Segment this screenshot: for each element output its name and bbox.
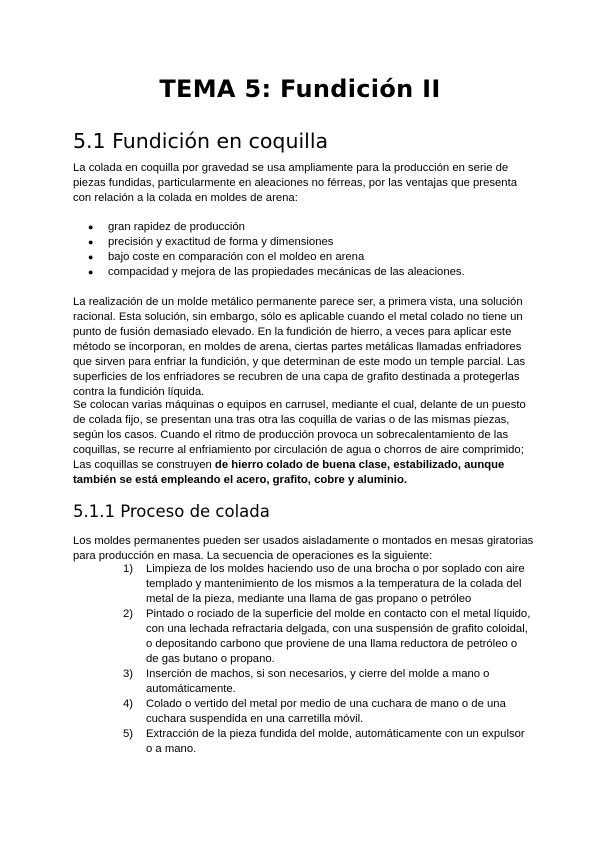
list-item: [88, 220, 528, 235]
step-item: [123, 667, 531, 697]
list-item: [88, 250, 528, 265]
list-item-text: bajo coste en comparación con el moldeo en arena: [108, 251, 365, 263]
step-text: Colado o vertido del metal por medio de una cuchara de mano o de una cuchara suspendida en una carretilla móvil.: [146, 698, 506, 725]
list-item: [88, 265, 528, 280]
page-title: TEMA 5: Fundición II: [159, 75, 441, 103]
list-item-text: precisión y exactitud de forma y dimensiones: [108, 236, 334, 248]
step-number: 3): [123, 668, 134, 680]
step-item: [123, 607, 531, 667]
process-steps-list: [123, 562, 531, 757]
step-text: Limpieza de los moldes haciendo uso de una brocha o por soplado con aire templado y mantenimiento de los mismos a la temperatura de la colada del metal de la pieza, mediante una llama de gas propano o petróleo: [146, 563, 525, 605]
step-text: Extracción de la pieza fundida del molde, automáticamente con un expulsor o a mano.: [146, 728, 525, 755]
step-number: 2): [123, 608, 134, 620]
subsection-intro-paragraph: Los moldes permanentes pueden ser usados aisladamente o montados en mesas giratorias para producción en masa. La secuencia de operaciones es la siguiente:: [73, 535, 534, 562]
carousel-paragraph: [73, 398, 535, 488]
step-item: [123, 727, 531, 757]
list-item: [88, 235, 528, 250]
section-heading: 5.1 Fundición en coquilla: [73, 129, 329, 153]
list-item-text: gran rapidez de producción: [108, 221, 245, 233]
step-text: Inserción de machos, si son necesarios, y cierre del molde a mano o automáticamente.: [146, 668, 490, 695]
list-item-text: compacidad y mejora de las propiedades mecánicas de las aleaciones.: [108, 266, 465, 278]
step-number: 5): [123, 728, 134, 740]
section-intro-paragraph: La colada en coquilla por gravedad se usa ampliamente para la producción en serie de piezas fundidas, particularmente en aleaciones no férreas, por las ventajas que presenta con relación a la colada en moldes de arena:: [73, 162, 517, 204]
carousel-text: Se colocan varias máquinas o equipos en carrusel, mediante el cual, delante de un puesto de colada fijo, se presentan una tras otra las coquilla de varias o de las mismas piezas, según los casos. Cuando el ritmo de producción provoca un sobrecalentamiento de las coquillas, se recurre al enfriamiento por circulación de agua o chorros de aire comprimido; Las coquillas se construyen: [73, 399, 526, 471]
bullet-icon: ●: [88, 267, 94, 277]
step-number: 1): [123, 563, 134, 575]
bullet-icon: ●: [88, 222, 94, 232]
step-text: Pintado o rociado de la superficie del molde en contacto con el metal líquido, con una lechada refractaria delgada, con una suspensión de grafito coloidal, o depositando carbono que proviene de una llama reductora de petróleo o de gas butano o propano.: [146, 608, 531, 665]
step-item: [123, 562, 531, 607]
step-item: [123, 697, 531, 727]
metal-mold-paragraph: La realización de un molde metálico permanente parece ser, a primera vista, una solución racional. Esta solución, sin embargo, sólo es aplicable cuando el metal colado no tiene un punto de fusión demasiado elevado. En la fundición de hierro, a veces para aplicar este método se incorporan, en moldes de arena, ciertas partes metálicas llamadas enfriadores que sirven para enfriar la fundición, y que determinan de este modo un temple parcial. Las superficies de los enfriadores se recubren de una capa de grafito destinada a protegerlas contra la fundición líquida.: [73, 296, 526, 398]
bullet-icon: ●: [88, 237, 94, 247]
subsection-heading: 5.1.1 Proceso de colada: [73, 502, 270, 521]
step-number: 4): [123, 698, 134, 710]
bullet-icon: ●: [88, 252, 94, 262]
advantages-list: [88, 220, 528, 280]
materials-bold-text: de hierro colado de buena clase, estabilizado, aunque también se está empleando el acero, grafito, cobre y aluminio.: [73, 459, 505, 486]
